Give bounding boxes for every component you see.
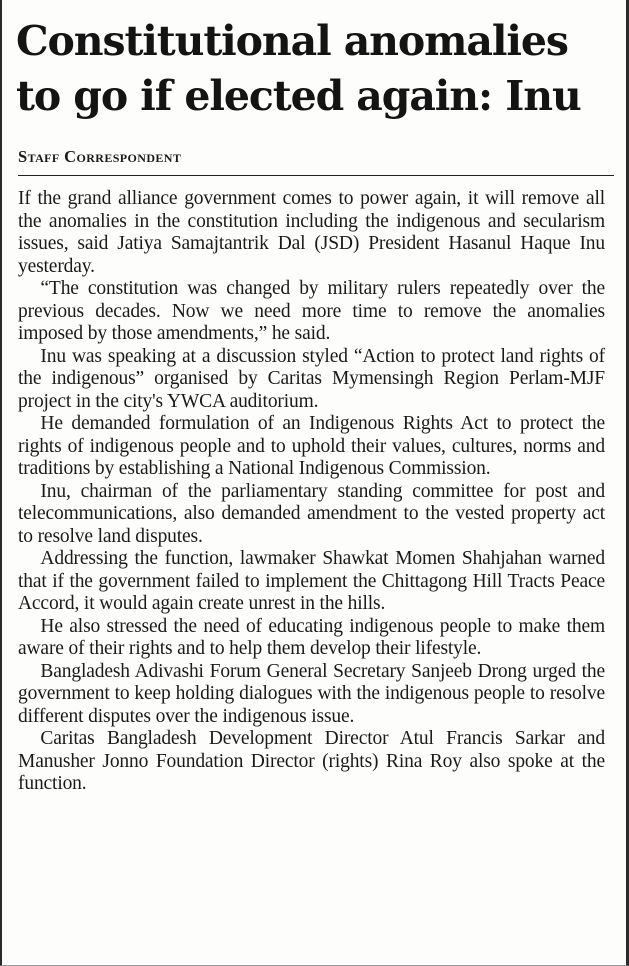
paragraph-4: He demanded formulation of an Indigenous Rights Act to protect the rights of indigenous people and to uphold their values, cultures, norms and traditions by establishing a National Indigenous Commission. <box>18 413 605 479</box>
paragraph-1: If the grand alliance government comes to power again, it will remove all the anomalies in the constitution including the indigenous and secularism issues, said Jatiya Samajtantrik Dal (JSD) President Hasanul Haque Inu yesterday. <box>18 188 605 277</box>
byline-text: Staff Correspondent <box>18 147 182 166</box>
paragraph-3: Inu was speaking at a discussion styled “Action to protect land rights of the indigenous” organised by Caritas Mymensingh Region Perlam-MJF project in the city's YWCA auditorium. <box>18 345 605 412</box>
paragraph-9: Caritas Bangladesh Development Director Atul Francis Sarkar and Manusher Jonno Foundation Director (rights) Rina Roy also spoke at the function. <box>18 728 605 794</box>
paragraph-6: Addressing the function, lawmaker Shawkat Momen Shahjahan warned that if the government failed to implement the Chittagong Hill Tracts Peace Accord, it would again create unrest in the hills. <box>18 548 605 614</box>
byline <box>18 147 181 167</box>
headline: Constitutional anomalies to go if elected again: Inu <box>16 17 581 120</box>
paragraph-2: “The constitution was changed by military rulers repeatedly over the previous decades. Now we need more time to remove the anomalies imposed by those amendments,” he said. <box>18 278 605 344</box>
byline-divider <box>18 175 614 176</box>
paragraph-7: He also stressed the need of educating indigenous people to make them aware of their rights and to help them develop their lifestyle. <box>18 615 605 659</box>
paragraph-8: Bangladesh Adivashi Forum General Secretary Sanjeeb Drong urged the government to keep holding dialogues with the indigenous people to resolve different disputes over the indigenous issue. <box>18 660 605 727</box>
article-body <box>18 188 605 796</box>
paragraph-5: Inu, chairman of the parliamentary standing committee for post and telecommunications, also demanded amendment to the vested property act to resolve land disputes. <box>18 480 605 547</box>
